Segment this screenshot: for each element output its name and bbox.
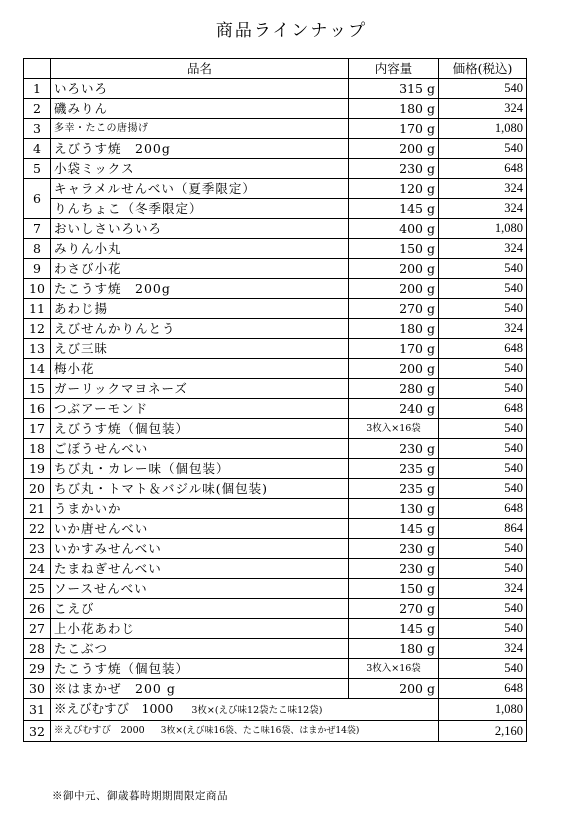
product-price: 540 [439, 439, 527, 459]
product-name: おいしさいろいろ [51, 219, 349, 239]
product-name: たこぶつ [51, 639, 349, 659]
product-price: 540 [439, 79, 527, 99]
product-name: ※えびむすび 2000 [54, 725, 145, 736]
row-number: 21 [24, 499, 51, 519]
product-price: 324 [439, 199, 527, 219]
product-volume: 235 g [349, 479, 439, 499]
product-price: 540 [439, 259, 527, 279]
product-volume: 200 g [349, 279, 439, 299]
product-volume: 150 g [349, 239, 439, 259]
row-number: 8 [24, 239, 51, 259]
product-price: 540 [439, 419, 527, 439]
product-volume: 145 g [349, 619, 439, 639]
table-row [24, 479, 527, 499]
product-name: わさび小花 [51, 259, 349, 279]
row-number: 14 [24, 359, 51, 379]
product-volume: 270 g [349, 599, 439, 619]
product-price: 540 [439, 279, 527, 299]
table-row [24, 119, 527, 139]
header-no [24, 59, 51, 79]
product-volume: 235 g [349, 459, 439, 479]
row-number: 11 [24, 299, 51, 319]
product-name: 多幸・たこの唐揚げ [51, 119, 349, 139]
table-row [24, 159, 527, 179]
product-name: たまねぎせんべい [51, 559, 349, 579]
row-number: 17 [24, 419, 51, 439]
product-name: つぶアーモンド [51, 399, 349, 419]
product-price: 540 [439, 459, 527, 479]
product-price: 540 [439, 379, 527, 399]
product-price: 540 [439, 479, 527, 499]
product-price: 2,160 [439, 721, 527, 742]
product-volume: 230 g [349, 159, 439, 179]
product-name: こえび [51, 599, 349, 619]
table-row [24, 319, 527, 339]
product-volume: 270 g [349, 299, 439, 319]
product-volume: 230 g [349, 559, 439, 579]
product-name: 磯みりん [51, 99, 349, 119]
row-number: 30 [24, 679, 51, 699]
product-name: いかすみせんべい [51, 539, 349, 559]
product-volume: 400 g [349, 219, 439, 239]
product-price: 540 [439, 299, 527, 319]
product-name: えび三昧 [51, 339, 349, 359]
row-number: 10 [24, 279, 51, 299]
row-number: 18 [24, 439, 51, 459]
product-volume: 200 g [349, 139, 439, 159]
product-price: 324 [439, 99, 527, 119]
product-volume: 230 g [349, 539, 439, 559]
table-row [24, 619, 527, 639]
table-row [24, 79, 527, 99]
product-volume: 150 g [349, 579, 439, 599]
product-volume: 200 g [349, 679, 439, 699]
row-number: 1 [24, 79, 51, 99]
row-number: 9 [24, 259, 51, 279]
product-price: 540 [439, 139, 527, 159]
row-number: 24 [24, 559, 51, 579]
product-lineup-table [23, 58, 527, 742]
row-number: 2 [24, 99, 51, 119]
row-number: 28 [24, 639, 51, 659]
product-name: いか唐せんべい [51, 519, 349, 539]
row-number: 19 [24, 459, 51, 479]
table-row [24, 179, 527, 199]
row-number: 5 [24, 159, 51, 179]
product-price: 1,080 [439, 699, 527, 721]
product-name: えびうす焼（個包装） [51, 419, 349, 439]
table-row [24, 379, 527, 399]
product-name: ※えびむすび 1000 [54, 701, 174, 716]
product-name: 梅小花 [51, 359, 349, 379]
product-volume: 3枚入×16袋 [349, 419, 439, 439]
product-price: 648 [439, 399, 527, 419]
product-name: りんちょこ（冬季限定） [51, 199, 349, 219]
table-row [24, 559, 527, 579]
product-price: 540 [439, 599, 527, 619]
table-header-row [24, 59, 527, 79]
product-volume: 145 g [349, 519, 439, 539]
table-row [24, 99, 527, 119]
table-row [24, 339, 527, 359]
product-price: 648 [439, 679, 527, 699]
product-name: ごぼうせんべい [51, 439, 349, 459]
row-number: 16 [24, 399, 51, 419]
product-name: ちび丸・トマト＆バジル味(個包装) [51, 479, 349, 499]
product-price: 540 [439, 659, 527, 679]
table-row [24, 439, 527, 459]
table-row [24, 459, 527, 479]
table-row [24, 219, 527, 239]
product-name-volume [51, 721, 439, 742]
header-volume: 内容量 [349, 59, 439, 79]
product-price: 648 [439, 339, 527, 359]
product-price: 540 [439, 559, 527, 579]
product-name: 小袋ミックス [51, 159, 349, 179]
product-volume: 200 g [349, 359, 439, 379]
table-row [24, 579, 527, 599]
page-title: 商品ラインナップ [215, 21, 368, 41]
table-row [24, 679, 527, 699]
table-row [24, 139, 527, 159]
table-row [24, 259, 527, 279]
product-volume: 170 g [349, 339, 439, 359]
product-price: 324 [439, 639, 527, 659]
product-price: 540 [439, 539, 527, 559]
product-name: たこうす焼（個包装） [51, 659, 349, 679]
product-name: たこうす焼 200g [51, 279, 349, 299]
product-price: 1,080 [439, 219, 527, 239]
table-row [24, 699, 527, 721]
product-name: 上小花あわじ [51, 619, 349, 639]
product-price: 540 [439, 359, 527, 379]
product-name: えびせんかりんとう [51, 319, 349, 339]
row-number: 12 [24, 319, 51, 339]
product-name: ※はまかぜ 200 g [51, 679, 349, 699]
table-row [24, 239, 527, 259]
product-volume: 280 g [349, 379, 439, 399]
product-price: 324 [439, 319, 527, 339]
table-row [24, 359, 527, 379]
product-volume: 3枚×(えび味12袋たこ味12袋) [191, 705, 323, 716]
product-name: ちび丸・カレー味（個包装） [51, 459, 349, 479]
row-number: 20 [24, 479, 51, 499]
product-price: 864 [439, 519, 527, 539]
product-name: みりん小丸 [51, 239, 349, 259]
product-volume: 120 g [349, 179, 439, 199]
table-row [24, 721, 527, 742]
product-name: ソースせんべい [51, 579, 349, 599]
product-volume: 170 g [349, 119, 439, 139]
product-name: ガーリックマヨネーズ [51, 379, 349, 399]
table-row [24, 539, 527, 559]
row-number: 23 [24, 539, 51, 559]
product-price: 648 [439, 159, 527, 179]
product-price: 324 [439, 239, 527, 259]
header-price: 価格(税込) [439, 59, 527, 79]
row-number: 26 [24, 599, 51, 619]
row-number: 27 [24, 619, 51, 639]
product-name: あわじ揚 [51, 299, 349, 319]
product-name: キャラメルせんべい（夏季限定） [51, 179, 349, 199]
table-row [24, 399, 527, 419]
product-price: 324 [439, 179, 527, 199]
row-number: 15 [24, 379, 51, 399]
product-price: 324 [439, 579, 527, 599]
row-number: 4 [24, 139, 51, 159]
row-number: 22 [24, 519, 51, 539]
product-volume: 180 g [349, 639, 439, 659]
product-name: うまかいか [51, 499, 349, 519]
table-row [24, 419, 527, 439]
table-row [24, 599, 527, 619]
footnote: ※御中元、御歳暮時期期間限定商品 [52, 790, 228, 802]
row-number: 3 [24, 119, 51, 139]
table-row [24, 639, 527, 659]
product-name-volume [51, 699, 439, 721]
product-volume: 3枚×(えび味16袋、たこ味16袋、はまかぜ14袋) [160, 726, 360, 736]
row-number: 31 [24, 699, 51, 721]
product-volume: 180 g [349, 319, 439, 339]
product-volume: 130 g [349, 499, 439, 519]
row-number: 32 [24, 721, 51, 742]
row-number: 7 [24, 219, 51, 239]
table-row [24, 659, 527, 679]
header-name: 品名 [51, 59, 349, 79]
product-price: 648 [439, 499, 527, 519]
product-volume: 230 g [349, 439, 439, 459]
product-volume: 145 g [349, 199, 439, 219]
table-row [24, 519, 527, 539]
product-volume: 3枚入×16袋 [349, 659, 439, 679]
product-volume: 315 g [349, 79, 439, 99]
row-number: 29 [24, 659, 51, 679]
product-name: いろいろ [51, 79, 349, 99]
product-volume: 240 g [349, 399, 439, 419]
table-row [24, 199, 527, 219]
row-number: 13 [24, 339, 51, 359]
product-volume: 200 g [349, 259, 439, 279]
product-price: 540 [439, 619, 527, 639]
row-number: 25 [24, 579, 51, 599]
row-number: 6 [24, 179, 51, 219]
table-row [24, 279, 527, 299]
product-price: 1,080 [439, 119, 527, 139]
table-row [24, 499, 527, 519]
product-volume: 180 g [349, 99, 439, 119]
product-name: えびうす焼 200g [51, 139, 349, 159]
table-row [24, 299, 527, 319]
